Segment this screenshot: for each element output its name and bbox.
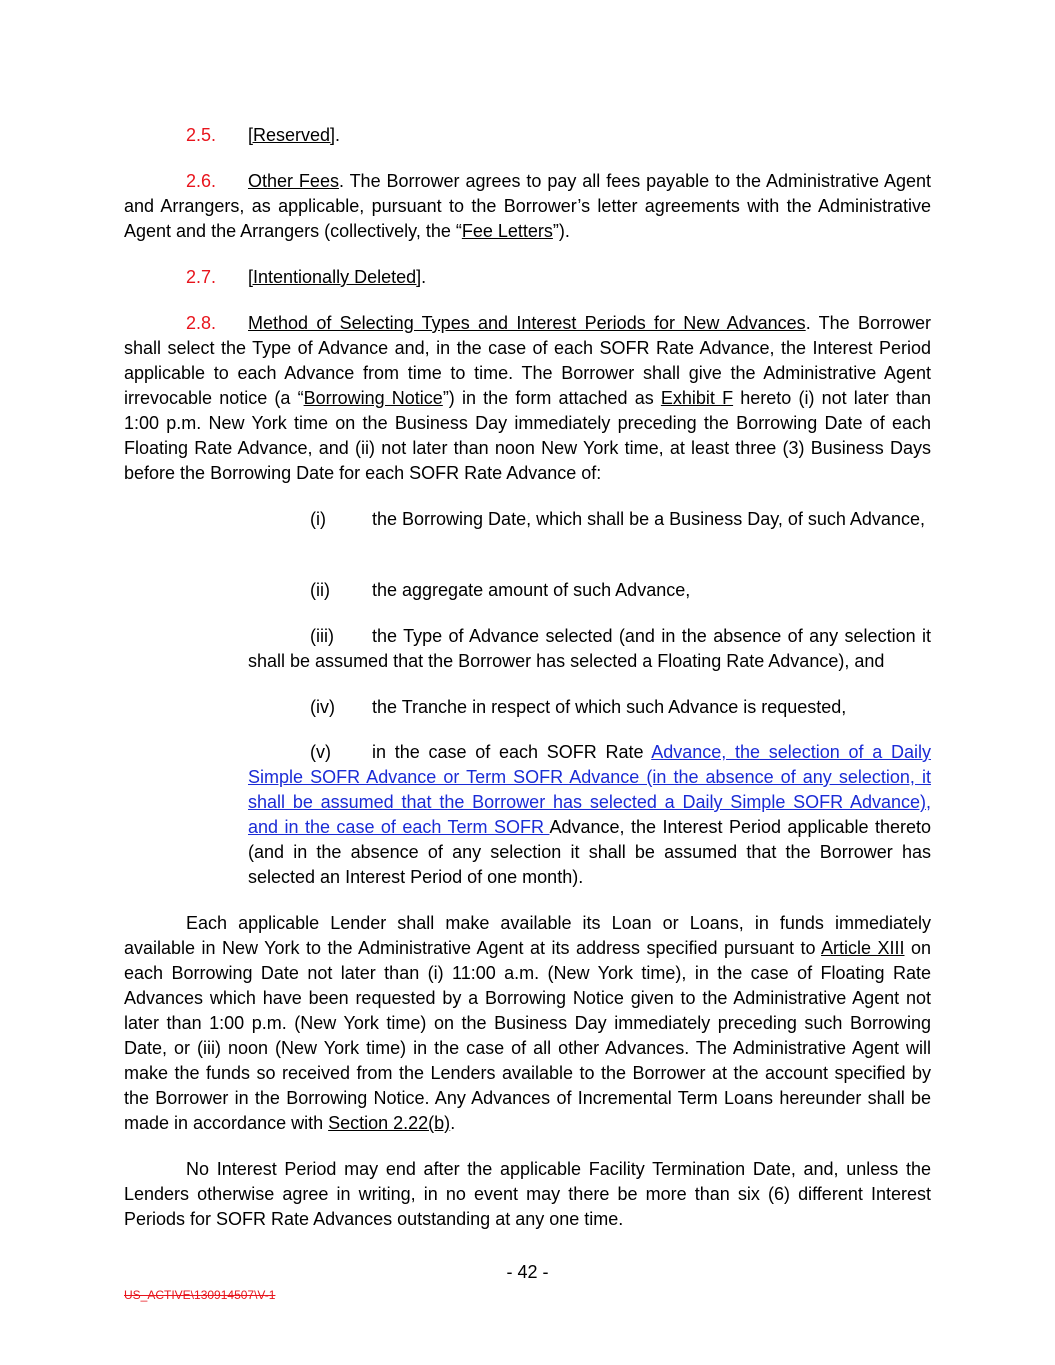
- section-title: Method of Selecting Types and Interest Periods for New Advances: [248, 313, 806, 333]
- section-2-5: 2.5. [Reserved].: [124, 123, 931, 148]
- section-2-6: 2.6. Other Fees. The Borrower agrees to pay all fees payable to the Administrative Agent and Arrangers, as applicable, pursuant to the Borrower’s letter agreements with the Administrative Agent and the Arrangers (collectively, the “Fee Letters”).: [124, 171, 931, 241]
- footer-document-id: US_ACTIVE\130914507\V-1: [124, 1288, 276, 1302]
- section-title: [Reserved]: [248, 125, 336, 145]
- list-item-iv: [248, 695, 931, 720]
- defined-term: Borrowing Notice: [303, 388, 443, 408]
- section-reference: Section 2.22(b): [328, 1113, 451, 1133]
- list-item-v: [248, 740, 931, 890]
- item-label: (ii): [310, 580, 330, 600]
- list-item-ii: [248, 578, 931, 603]
- item-text: the Borrowing Date, which shall be a Business Day, of such Advance,: [372, 509, 925, 529]
- article-reference: Article XIII: [821, 938, 905, 958]
- defined-term: Fee Letters: [461, 221, 553, 241]
- list-item-i: [248, 507, 931, 532]
- inserted-text: Advance, the selection of a Daily Simple SOFR Advance or Term SOFR Advance (in the absence of any selection, it shall be assumed that the Borrower has selected a Daily Simple SOFR Advance), and in the case of each Term SOFR: [248, 742, 931, 837]
- item-text: the aggregate amount of such Advance,: [372, 580, 691, 600]
- section-title: Other Fees: [248, 171, 339, 191]
- interest-period-paragraph: No Interest Period may end after the applicable Facility Termination Date, and, unless the Lenders otherwise agree in writing, in no event may there be more than six (6) different Interest Periods for SOFR Rate Advances outstanding at any one time.: [124, 1159, 931, 1229]
- item-text: in the case of each SOFR Rate: [372, 742, 652, 762]
- section-number: 2.6.: [186, 171, 217, 191]
- lender-funding-paragraph: Each applicable Lender shall make available its Loan or Loans, in funds immediately available in New York to the Administrative Agent at its address specified pursuant to Article XIII on each Borrowing Date not later than (i) 11:00 a.m. (New York time), in the case of Floating Rate Advances which have been requested by a Borrowing Notice given to the Administrative Agent not later than 1:00 p.m. (New York time) on the Business Day immediately preceding such Borrowing Date, or (iii) noon (New York time) in the case of all other Advances. The Administrative Agent will make the funds so received from the Lenders available to the Borrower at the account specified by the Borrower in the Borrowing Notice. Any Advances of Incremental Term Loans hereunder shall be made in accordance with Section 2.22(b).: [124, 913, 931, 1133]
- item-label: (i): [310, 509, 326, 529]
- item-text-continued: Advance, the Interest Period applicable thereto (and in the absence of any selection it shall be assumed that the Borrower has selected an Interest Period of one month).: [248, 817, 931, 887]
- page-number: - 42 -: [506, 1262, 549, 1282]
- section-number: 2.5.: [186, 125, 217, 145]
- section-2-7: 2.7. [Intentionally Deleted].: [124, 265, 931, 290]
- section-number: 2.7.: [186, 267, 217, 287]
- item-label: (v): [310, 742, 331, 762]
- section-title: [Intentionally Deleted]: [248, 267, 422, 287]
- section-number: 2.8.: [186, 313, 217, 333]
- list-item-iii: [248, 624, 931, 674]
- section-2-8: 2.8. Method of Selecting Types and Interest Periods for New Advances. The Borrower shall select the Type of Advance and, in the case of each SOFR Rate Advance, the Interest Period applicable to each Advance from time to time. The Borrower shall give the Administrative Agent irrevocable notice (a “Borrowing Notice”) in the form attached as Exhibit F hereto (i) not later than 1:00 p.m. New York time on the Business Day immediately preceding the Borrowing Date of each Floating Rate Advance, and (ii) not later than noon New York time, at least three (3) Business Days before the Borrowing Date for each SOFR Rate Advance of:: [124, 313, 932, 483]
- item-text: the Tranche in respect of which such Advance is requested,: [372, 697, 847, 717]
- item-text: the Type of Advance selected (and in the absence of any selection it shall be assumed that the Borrower has selected a Floating Rate Advance), and: [248, 626, 931, 671]
- item-label: (iii): [310, 626, 334, 646]
- item-label: (iv): [310, 697, 335, 717]
- exhibit-reference: Exhibit F: [660, 388, 734, 408]
